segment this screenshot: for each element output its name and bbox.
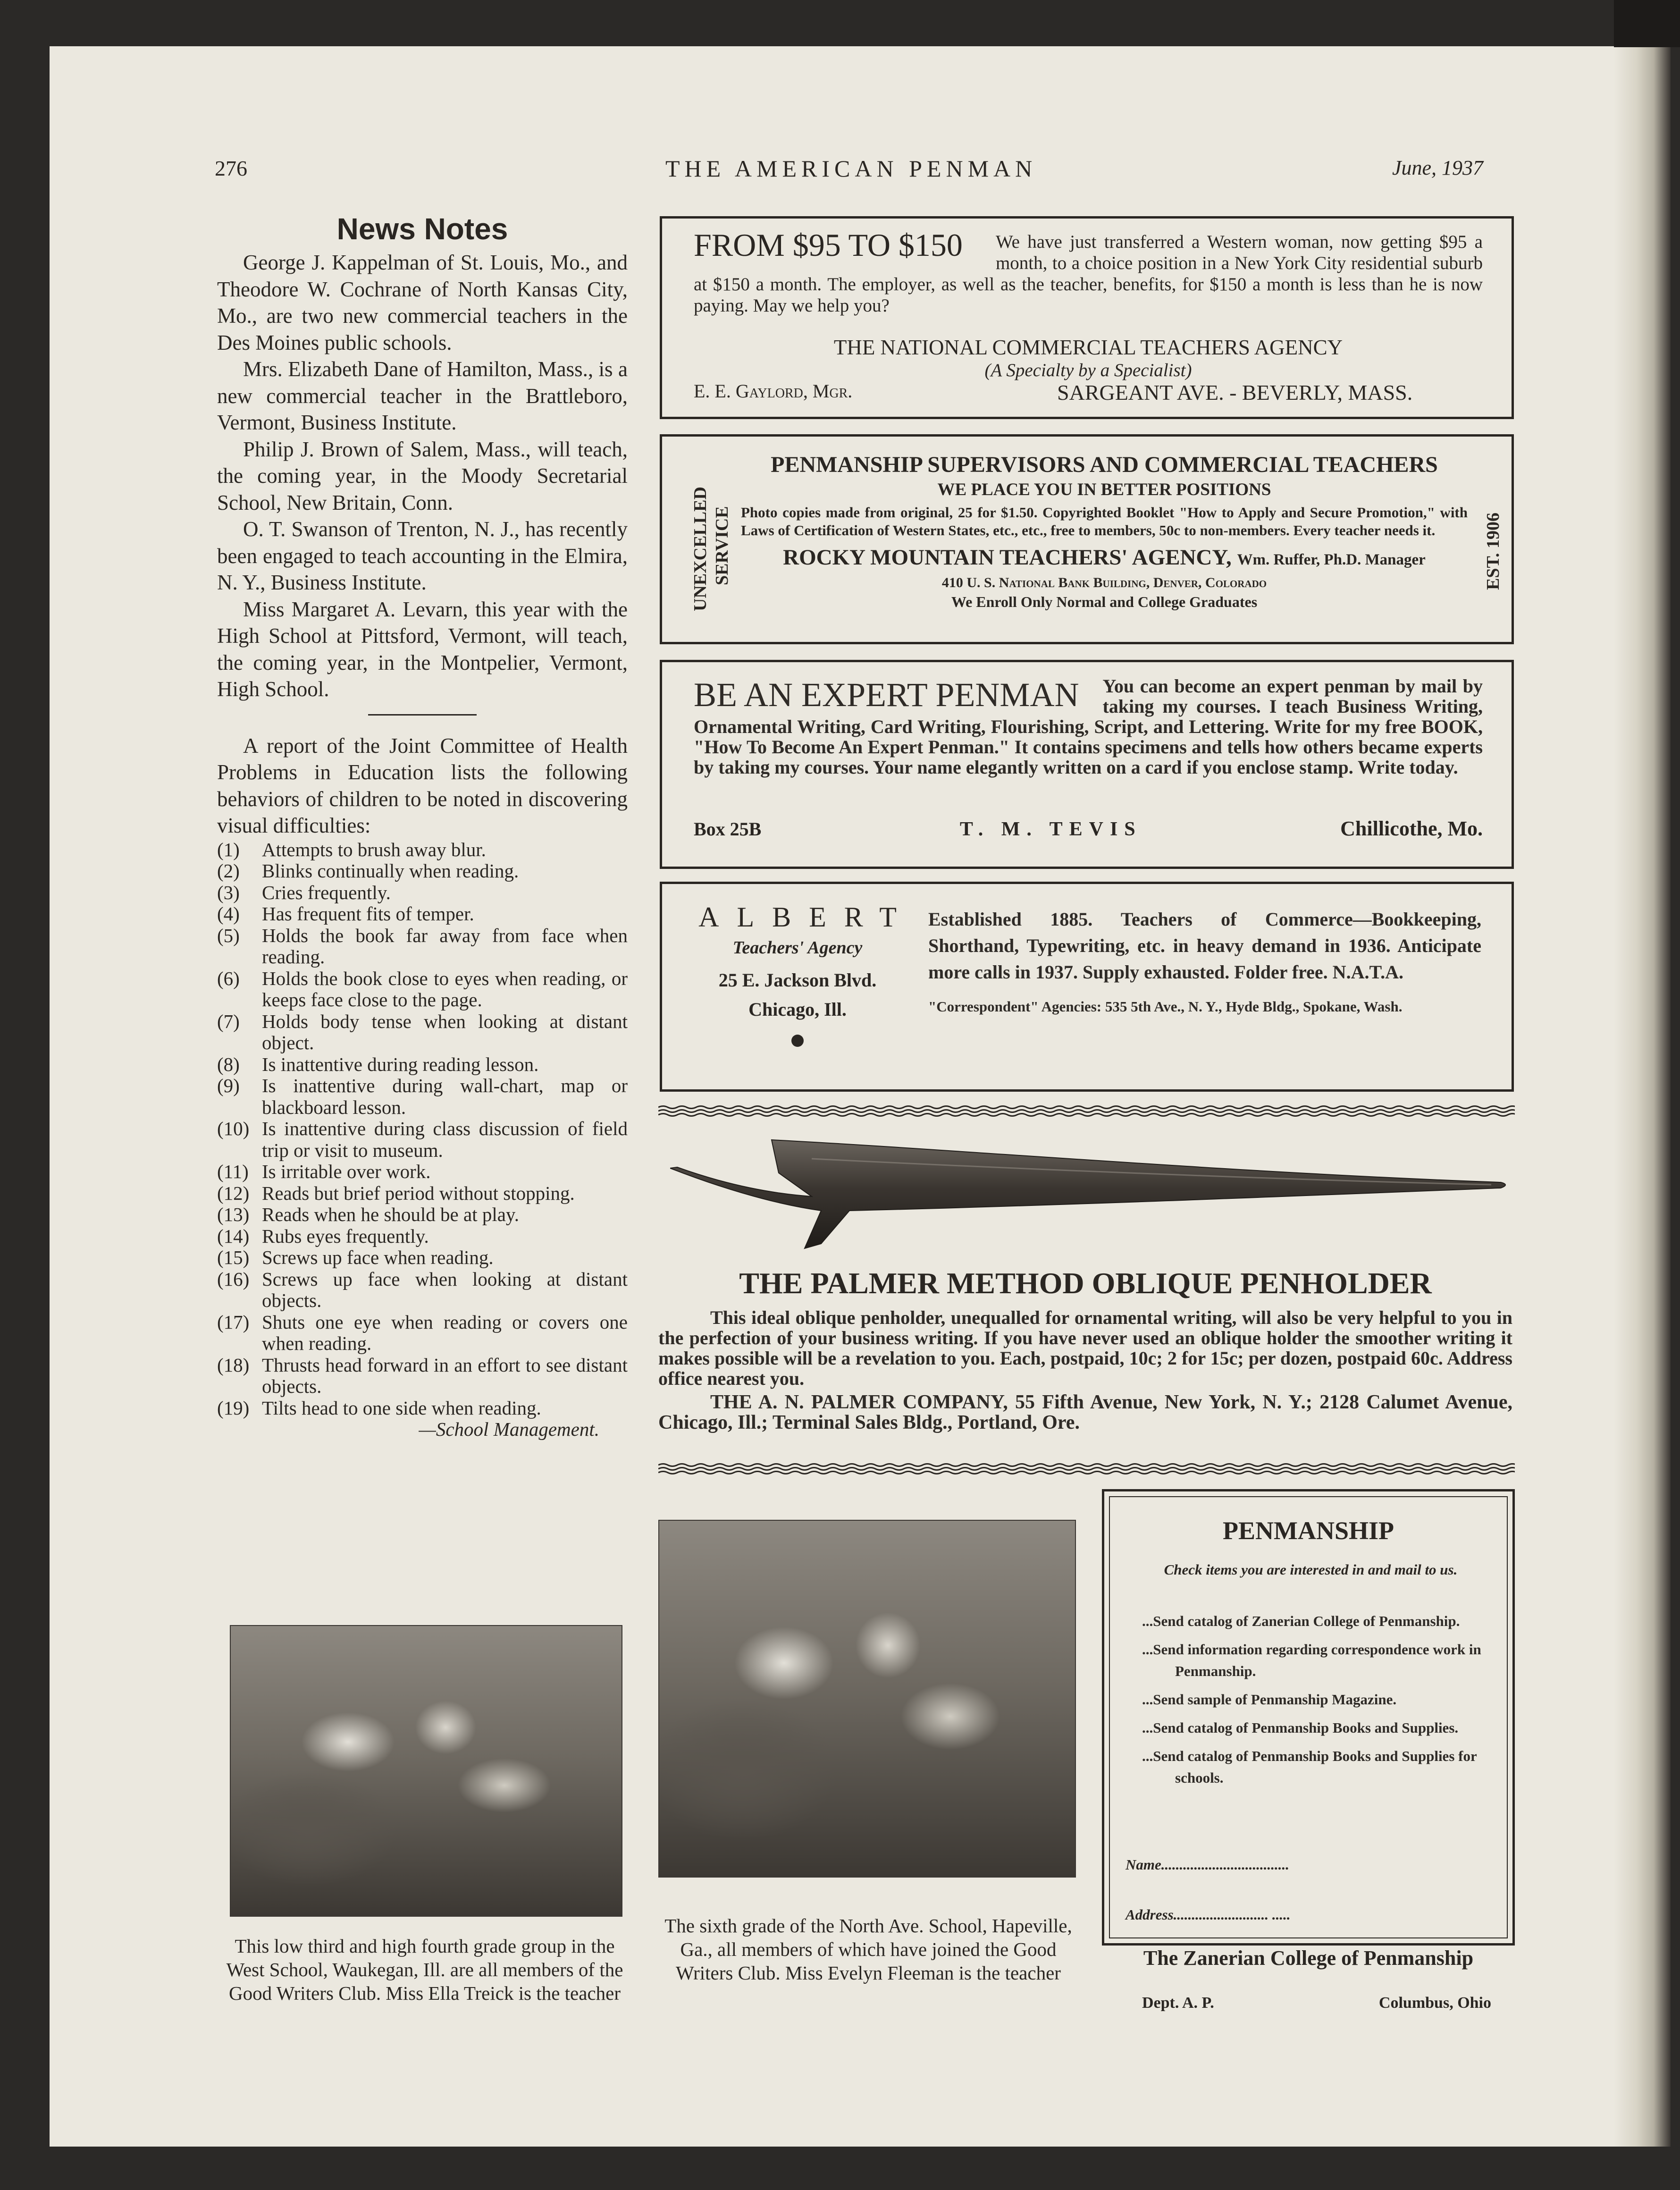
- ad-national-agency-name: THE NATIONAL COMMERCIAL TEACHERS AGENCY: [833, 336, 1343, 359]
- behavior-number: (11): [217, 1161, 249, 1182]
- magazine-title: THE AMERICAN PENMAN: [665, 155, 1037, 182]
- wavy-rule: [658, 1104, 1515, 1120]
- coupon-subtitle: Check items you are interested in and mail to us.: [1164, 1561, 1458, 1578]
- ad-rocky-text: Photo copies made from original, 25 for $1.50. Copyrighted Booklet "How to Apply and Secure Promotion," with Laws of Certification of Western States, etc., etc., free to members, 50c to non-members. Every teacher needs it.: [741, 504, 1468, 539]
- ad-albert-correspondents: "Correspondent" Agencies: 535 5th Ave., N. Y., Hyde Bldg., Spokane, Wash.: [928, 998, 1403, 1015]
- wavy-rule: [658, 1462, 1515, 1478]
- ad-rocky-body: [741, 451, 1468, 612]
- coupon-item: ...Send sample of Penmanship Magazine.: [1142, 1691, 1397, 1708]
- behavior-item: [217, 903, 628, 925]
- behavior-item: [217, 860, 628, 882]
- behavior-number: (17): [217, 1311, 250, 1333]
- coupon-item: ...Send catalog of Penmanship Books and Supplies.: [1142, 1719, 1459, 1736]
- behavior-number: (5): [217, 924, 240, 946]
- class-photo-hapeville: [658, 1520, 1076, 1878]
- behavior-item: [217, 925, 628, 968]
- ad-tevis-headline: BE AN EXPERT PENMAN: [694, 676, 1079, 714]
- behavior-text: Is inattentive during wall-chart, map or blackboard lesson.: [262, 1075, 628, 1118]
- coupon-city: Columbus, Ohio: [1378, 1994, 1491, 2012]
- photo-caption-left: This low third and high fourth grade group in the West School, Waukegan, Ill. are all members of the Good Writers Club. Miss Ella Treick is the teacher: [226, 1935, 623, 2004]
- behavior-text: Holds the book close to eyes when reading, or keeps face close to the page.: [262, 967, 628, 1011]
- ad-national-address: SARGEANT AVE. - BEVERLY, MASS.: [1057, 380, 1413, 404]
- ad-tevis-footer: [694, 817, 1483, 841]
- ad-national-tagline: (A Specialty by a Specialist): [984, 360, 1192, 380]
- behavior-number: (9): [217, 1075, 240, 1096]
- palmer-description: This ideal oblique penholder, unequalled for ornamental writing, will also be very helpful to you in the perfection of your business writing. If you have never used an oblique holder the smoother writing it makes possible will be a revelation to you. Each, postpaid, 10c; 2 for 15c; per dozen, postpaid 60c. Address office nearest you.: [658, 1307, 1512, 1389]
- section-divider: [368, 714, 477, 716]
- behavior-number: (18): [217, 1354, 250, 1376]
- news-paragraph: Philip J. Brown of Salem, Mass., will teach, the coming year, in the Moody Secretarial School, New Britain, Conn.: [217, 437, 628, 514]
- behavior-number: (7): [217, 1010, 240, 1032]
- palmer-title: THE PALMER METHOD OBLIQUE PENHOLDER: [739, 1266, 1432, 1300]
- ad-tevis-city: Chillicothe, Mo.: [1340, 817, 1483, 840]
- issue-date: June, 1937: [1392, 156, 1484, 179]
- behavior-number: (8): [217, 1053, 240, 1075]
- source-credit: —School Management.: [419, 1418, 599, 1440]
- behavior-text: Screws up face when reading.: [262, 1247, 494, 1268]
- behavior-number: (13): [217, 1204, 250, 1225]
- class-photo-waukegan: [230, 1625, 622, 1917]
- behavior-number: (12): [217, 1182, 250, 1204]
- ad-rocky-agency-name: ROCKY MOUNTAIN TEACHERS' AGENCY,: [783, 545, 1232, 570]
- behavior-text: Is inattentive during class discussion of field trip or visit to museum.: [262, 1118, 628, 1161]
- behavior-text: Screws up face when looking at distant objects.: [262, 1268, 628, 1311]
- news-paragraph: O. T. Swanson of Trenton, N. J., has recently been engaged to teach accounting in the Elmira, N. Y., Business Institute.: [217, 517, 628, 594]
- ad-tevis-name: T. M. TEVIS: [959, 818, 1142, 840]
- ad-rocky-established: EST. 1906: [1483, 512, 1503, 590]
- coupon-dept: Dept. A. P.: [1142, 1994, 1214, 2012]
- ad-albert-name: ALBERT: [698, 901, 915, 933]
- wavy-rule-graphic: [658, 1462, 1515, 1478]
- news-paragraph: George J. Kappelman of St. Louis, Mo., and Theodore W. Cochrane of North Kansas City, Mo., are two new commercial teachers in the Des Moines public schools.: [217, 251, 628, 354]
- behavior-number: (15): [217, 1247, 250, 1268]
- behavior-text: Shuts one eye when reading or covers one when reading.: [262, 1311, 628, 1354]
- behavior-item: [217, 1118, 628, 1161]
- behavior-text: Tilts head to one side when reading.: [262, 1397, 541, 1419]
- bullet-dot-icon: [791, 1035, 804, 1047]
- behavior-item: [217, 1054, 628, 1076]
- ad-national-text: We have just transferred a Western woman, now getting $95 a month, to a choice position in a New York City residential suburb at $150 a month. The employer, as well as the teacher, benefits, for $150 a month is less than he is now paying. May we help you?: [694, 232, 1483, 316]
- page-number: 276: [215, 156, 247, 180]
- behavior-item: [217, 1161, 628, 1183]
- coupon-item: ...Send information regarding correspondence work in Penmanship.: [1142, 1641, 1481, 1679]
- behavior-text: Is irritable over work.: [262, 1161, 431, 1182]
- behavior-item: [217, 1204, 628, 1226]
- palmer-body: [658, 1307, 1512, 1433]
- behavior-number: (14): [217, 1225, 250, 1247]
- ad-albert-address-2: Chicago, Ill.: [748, 999, 847, 1020]
- report-intro: A report of the Joint Committee of Health Problems in Education lists the following behaviors of children to be noted in discovering visual difficulties:: [217, 733, 628, 837]
- behavior-number: (19): [217, 1397, 250, 1419]
- coupon-title: PENMANSHIP: [1223, 1516, 1394, 1545]
- behavior-text: Is inattentive during reading lesson.: [262, 1053, 539, 1075]
- coupon-name-field: Name...................................: [1126, 1856, 1290, 1873]
- coupon-items: [1142, 1610, 1501, 1795]
- behavior-item: [217, 1247, 628, 1269]
- behavior-number: (2): [217, 860, 240, 882]
- behavior-number: (6): [217, 967, 240, 989]
- behavior-number: (16): [217, 1268, 250, 1290]
- ad-rocky-subhead: WE PLACE YOU IN BETTER POSITIONS: [937, 480, 1271, 499]
- oblique-penholder-illustration: [670, 1130, 1515, 1263]
- ad-rocky-address: 410 U. S. National Bank Building, Denver, Colorado: [941, 575, 1267, 590]
- ad-tevis-text: You can become an expert penman by mail by taking my courses. I teach Business Writing, Ornamental Writing, Card Writing, Flourishing, Script, and Lettering. Write for my free BOOK, "How To Become An Expert Penman." It contains specimens and tells how others became experts by taking my courses. Your name elegantly written on a card if you enclose stamp. Write today.: [694, 675, 1483, 778]
- ad-albert-subtitle: Teachers' Agency: [732, 938, 863, 958]
- ad-national-manager: E. E. Gaylord, Mgr.: [694, 380, 853, 402]
- behavior-list: [217, 839, 628, 1440]
- behavior-number: (10): [217, 1118, 250, 1139]
- ad-rocky-footer: We Enroll Only Normal and College Graduates: [951, 593, 1258, 610]
- ad-albert-left: [680, 901, 916, 1047]
- coupon-item: ...Send catalog of Penmanship Books and Supplies for schools.: [1142, 1748, 1477, 1786]
- behavior-text: Thrusts head forward in an effort to see distant objects.: [262, 1354, 628, 1397]
- ad-tevis-body: [694, 676, 1483, 777]
- behavior-text: Blinks continually when reading.: [262, 860, 519, 882]
- news-notes-title: News Notes: [336, 212, 508, 246]
- behavior-text: Holds the book far away from face when reading.: [262, 924, 628, 968]
- behavior-item: [217, 839, 628, 861]
- behavior-item: [217, 968, 628, 1011]
- behavior-item: [217, 1269, 628, 1312]
- ad-rocky-side-label: UNEXCELLED: [690, 487, 710, 611]
- behavior-number: (3): [217, 881, 240, 903]
- ad-tevis-box: Box 25B: [694, 818, 762, 840]
- behavior-item: [217, 1355, 628, 1398]
- photo-caption-right: The sixth grade of the North Ave. School, Hapeville, Ga., all members of which have joined the Good Writers Club. Miss Evelyn Fleeman is the teacher: [664, 1915, 1072, 1984]
- behavior-item: [217, 1075, 628, 1118]
- news-paragraph: Mrs. Elizabeth Dane of Hamilton, Mass., is a new commercial teacher in the Brattleboro, Vermont, Business Institute.: [217, 357, 628, 434]
- behavior-item: [217, 1312, 628, 1355]
- ad-national-headline: FROM $95 TO $150: [694, 227, 963, 263]
- palmer-address: THE A. N. PALMER COMPANY, 55 Fifth Avenue, New York, N. Y.; 2128 Calumet Avenue, Chicago, Ill.; Terminal Sales Bldg., Portland, Ore.: [658, 1391, 1512, 1433]
- behavior-source: [217, 1419, 628, 1440]
- behavior-text: Reads when he should be at play.: [262, 1204, 520, 1225]
- behavior-text: Cries frequently.: [262, 881, 391, 903]
- behavior-item: [217, 882, 628, 904]
- ad-national-footer: [694, 380, 1483, 405]
- news-notes-column: [217, 249, 628, 1440]
- behavior-text: Holds body tense when looking at distant object.: [262, 1010, 628, 1053]
- behavior-item: [217, 1011, 628, 1054]
- ad-national-body: [694, 227, 1483, 316]
- behavior-text: Has frequent fits of temper.: [262, 903, 474, 925]
- coupon-item: ...Send catalog of Zanerian College of Penmanship.: [1142, 1613, 1460, 1629]
- coupon-college-name: The Zanerian College of Penmanship: [1143, 1946, 1474, 1970]
- ad-rocky-agency: [741, 543, 1468, 574]
- coupon-footer: [1142, 1994, 1491, 2012]
- behavior-item: [217, 1226, 628, 1247]
- ad-albert-right: [928, 906, 1481, 1017]
- page-edge: [1614, 46, 1671, 2147]
- wavy-rule-graphic: [658, 1104, 1515, 1120]
- ad-albert-text: Established 1885. Teachers of Commerce—Bookkeeping, Shorthand, Typewriting, etc. in heavy demand in 1936. Anticipate more calls in 1937. Supply exhausted. Folder free. N.A.T.A.: [928, 909, 1481, 983]
- scan-border: [1614, 0, 1680, 47]
- ad-rocky-side-label: SERVICE: [712, 506, 732, 585]
- behavior-number: (1): [217, 838, 240, 860]
- behavior-item: [217, 1398, 628, 1419]
- news-paragraph: Miss Margaret A. Levarn, this year with the High School at Pittsford, Vermont, will teach, the coming year, in the Montpelier, Vermont, High School.: [217, 597, 628, 701]
- behavior-number: (4): [217, 903, 240, 925]
- ad-albert-address-1: 25 E. Jackson Blvd.: [718, 969, 877, 991]
- coupon-address-field: Address.......................... .....: [1126, 1906, 1291, 1923]
- behavior-text: Attempts to brush away blur.: [262, 838, 486, 860]
- behavior-text: Rubs eyes frequently.: [262, 1225, 429, 1247]
- ad-rocky-manager: Wm. Ruffer, Ph.D. Manager: [1237, 551, 1426, 568]
- ad-rocky-headline: PENMANSHIP SUPERVISORS AND COMMERCIAL TEACHERS: [771, 452, 1438, 477]
- behavior-text: Reads but brief period without stopping.: [262, 1182, 575, 1204]
- behavior-item: [217, 1183, 628, 1204]
